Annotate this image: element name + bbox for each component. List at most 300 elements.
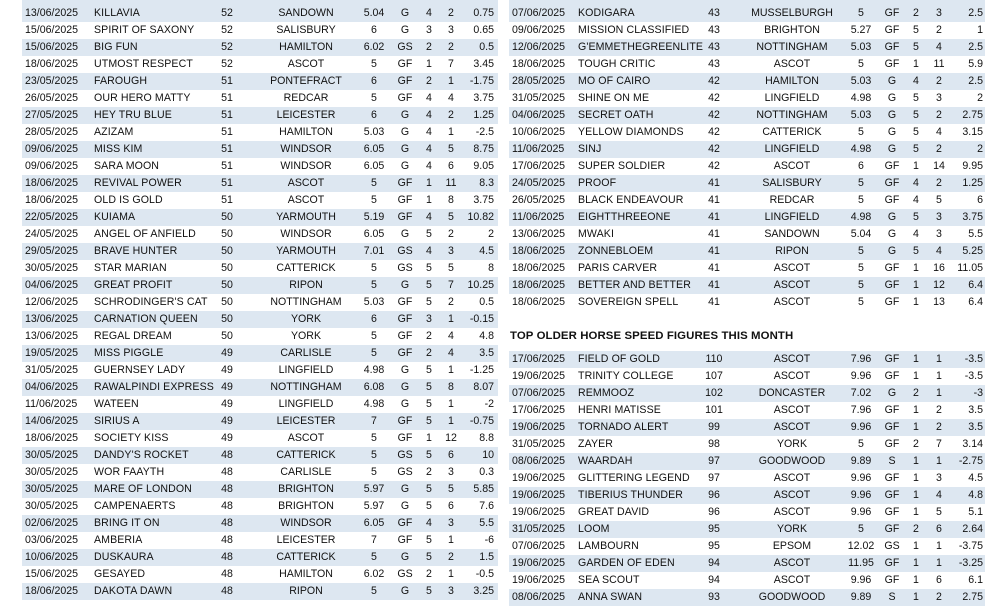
margin-cell: 3.75: [473, 92, 494, 104]
position-cell: 4: [936, 245, 942, 257]
distance-cell: 7.96: [850, 404, 872, 416]
runners-cell: 4: [913, 75, 919, 87]
going-cell: GF: [397, 330, 413, 342]
table-row: [22, 447, 498, 464]
date-cell: 18/06/2025: [25, 177, 79, 189]
date-cell: 18/06/2025: [25, 58, 79, 70]
table-row: [22, 379, 498, 396]
distance-cell: 5.03: [850, 75, 872, 87]
table-row: [509, 226, 985, 243]
going-cell: G: [887, 228, 897, 240]
horse-cell: OUR HERO MATTY: [94, 92, 191, 104]
distance-cell: 5: [371, 194, 377, 206]
table-row: [22, 413, 498, 430]
margin-cell: 0.3: [479, 466, 494, 478]
position-cell: 5: [448, 143, 454, 155]
distance-cell: 5: [371, 466, 377, 478]
table-row: [22, 226, 498, 243]
margin-cell: 5.9: [968, 58, 983, 70]
horse-cell: SUPER SOLDIER: [578, 160, 666, 172]
position-cell: 3: [936, 472, 942, 484]
margin-cell: 1.25: [962, 177, 983, 189]
distance-cell: 5: [371, 449, 377, 461]
figure-cell: 51: [221, 160, 233, 172]
distance-cell: 5: [371, 92, 377, 104]
date-cell: 04/06/2025: [512, 109, 566, 121]
figure-cell: 48: [221, 585, 233, 597]
position-cell: 6: [448, 160, 454, 172]
figure-cell: 50: [221, 296, 233, 308]
figure-cell: 50: [221, 245, 233, 257]
distance-cell: 11.95: [848, 557, 874, 569]
course-cell: NOTTINGHAM: [270, 381, 342, 393]
runners-cell: 1: [913, 574, 919, 586]
runners-cell: 1: [913, 489, 919, 501]
margin-cell: -3.25: [958, 557, 983, 569]
going-cell: GF: [884, 41, 900, 53]
position-cell: 6: [448, 449, 454, 461]
going-cell: G: [887, 126, 897, 138]
figure-cell: 43: [708, 7, 720, 19]
margin-cell: 10.25: [467, 279, 494, 291]
distance-cell: 6: [371, 24, 377, 36]
date-cell: 04/06/2025: [25, 279, 79, 291]
distance-cell: 5: [858, 7, 864, 19]
horse-cell: AMBERIA: [94, 534, 143, 546]
going-cell: GF: [884, 353, 900, 365]
distance-cell: 9.96: [850, 472, 872, 484]
course-cell: NOTTINGHAM: [270, 296, 342, 308]
runners-cell: 5: [426, 398, 432, 410]
going-cell: GF: [397, 415, 413, 427]
table-row: [509, 419, 985, 436]
date-cell: 18/06/2025: [25, 194, 79, 206]
distance-cell: 6: [858, 160, 864, 172]
position-cell: 1: [448, 534, 454, 546]
position-cell: 1: [936, 557, 942, 569]
margin-cell: 2.5: [968, 7, 983, 19]
table-row: [509, 5, 985, 22]
runners-cell: 2: [426, 330, 432, 342]
position-cell: 5: [448, 262, 454, 274]
figure-cell: 43: [708, 41, 720, 53]
margin-cell: 2.75: [962, 591, 983, 603]
distance-cell: 5.03: [363, 126, 385, 138]
distance-cell: 5: [371, 330, 377, 342]
margin-cell: 6.4: [968, 296, 983, 308]
position-cell: 4: [936, 126, 942, 138]
distance-cell: 6: [371, 109, 377, 121]
runners-cell: 5: [426, 534, 432, 546]
runners-cell: 5: [426, 262, 432, 274]
date-cell: 30/05/2025: [25, 449, 79, 461]
margin-cell: 8: [488, 262, 494, 274]
course-cell: YARMOUTH: [276, 245, 336, 257]
going-cell: GF: [884, 506, 900, 518]
margin-cell: 1: [977, 24, 983, 36]
table-row: [22, 158, 498, 175]
figure-cell: 50: [221, 279, 233, 291]
horse-cell: DAKOTA DAWN: [94, 585, 173, 597]
runners-cell: 4: [913, 228, 919, 240]
horse-cell: SHINE ON ME: [578, 92, 650, 104]
table-row: [22, 362, 498, 379]
date-cell: 12/06/2025: [512, 41, 566, 53]
going-cell: GF: [397, 75, 413, 87]
table-row: [509, 22, 985, 39]
date-cell: 19/05/2025: [25, 347, 79, 359]
course-cell: SALISBURY: [276, 24, 336, 36]
horse-cell: DANDY'S ROCKET: [94, 449, 189, 461]
figure-cell: 51: [221, 126, 233, 138]
date-cell: 10/06/2025: [512, 126, 566, 138]
figure-cell: 42: [708, 75, 720, 87]
date-cell: 18/06/2025: [512, 279, 566, 291]
distance-cell: 5.03: [363, 296, 385, 308]
runners-cell: 4: [426, 160, 432, 172]
date-cell: 03/06/2025: [25, 534, 79, 546]
going-cell: G: [400, 585, 410, 597]
position-cell: 11: [445, 177, 457, 189]
figure-cell: 50: [221, 228, 233, 240]
course-cell: ASCOT: [773, 421, 811, 433]
margin-cell: 2: [977, 92, 983, 104]
runners-cell: 1: [913, 296, 919, 308]
position-cell: 2: [936, 143, 942, 155]
figure-cell: 49: [221, 398, 233, 410]
table-row: [22, 5, 498, 22]
margin-cell: 0.75: [473, 7, 494, 19]
margin-cell: -0.15: [469, 313, 494, 325]
section-heading: TOP OLDER HORSE SPEED FIGURES THIS MONTH: [510, 330, 794, 342]
date-cell: 27/05/2025: [25, 109, 79, 121]
horse-cell: GREAT PROFIT: [94, 279, 173, 291]
date-cell: 31/05/2025: [512, 438, 566, 450]
horse-cell: TOUGH CRITIC: [578, 58, 656, 70]
runners-cell: 1: [426, 432, 432, 444]
horse-cell: BRING IT ON: [94, 517, 160, 529]
margin-cell: -0.5: [475, 568, 494, 580]
margin-cell: 4.8: [479, 330, 494, 342]
margin-cell: 2.75: [962, 109, 983, 121]
horse-cell: SARA MOON: [94, 160, 160, 172]
position-cell: 2: [448, 296, 454, 308]
margin-cell: 5.5: [479, 517, 494, 529]
going-cell: GS: [884, 540, 900, 552]
date-cell: 30/05/2025: [25, 262, 79, 274]
position-cell: 1: [936, 540, 942, 552]
table-row: [509, 521, 985, 538]
position-cell: 3: [448, 517, 454, 529]
distance-cell: 6.08: [363, 381, 385, 393]
runners-cell: 4: [913, 177, 919, 189]
figure-cell: 41: [708, 279, 720, 291]
horse-cell: BETTER AND BETTER: [578, 279, 691, 291]
course-cell: WINDSOR: [280, 517, 332, 529]
table-row: [22, 515, 498, 532]
runners-cell: 4: [426, 7, 432, 19]
position-cell: 6: [448, 500, 454, 512]
going-cell: GF: [884, 370, 900, 382]
figure-cell: 48: [221, 551, 233, 563]
distance-cell: 7.01: [363, 245, 385, 257]
figure-cell: 48: [221, 449, 233, 461]
margin-cell: 1.5: [479, 551, 494, 563]
figure-cell: 51: [221, 75, 233, 87]
runners-cell: 1: [913, 370, 919, 382]
course-cell: BRIGHTON: [278, 483, 334, 495]
going-cell: GF: [397, 296, 413, 308]
going-cell: GF: [884, 262, 900, 274]
table-row: [22, 73, 498, 90]
date-cell: 02/06/2025: [25, 517, 79, 529]
position-cell: 1: [448, 364, 454, 376]
course-cell: ASCOT: [773, 279, 811, 291]
figure-cell: 95: [708, 523, 720, 535]
distance-cell: 9.96: [850, 370, 872, 382]
runners-cell: 3: [426, 24, 432, 36]
course-cell: LINGFIELD: [764, 211, 820, 223]
going-cell: GF: [884, 58, 900, 70]
going-cell: G: [887, 75, 897, 87]
margin-cell: 3.25: [473, 585, 494, 597]
going-cell: G: [400, 500, 410, 512]
date-cell: 17/06/2025: [512, 404, 566, 416]
runners-cell: 5: [913, 126, 919, 138]
runners-cell: 5: [426, 551, 432, 563]
figure-cell: 50: [221, 211, 233, 223]
distance-cell: 6: [371, 75, 377, 87]
figure-cell: 110: [705, 353, 723, 365]
course-cell: LINGFIELD: [764, 92, 820, 104]
distance-cell: 5.03: [850, 109, 872, 121]
horse-cell: GUERNSEY LADY: [94, 364, 186, 376]
distance-cell: 9.89: [850, 591, 872, 603]
distance-cell: 4.98: [850, 92, 872, 104]
date-cell: 18/06/2025: [512, 245, 566, 257]
position-cell: 4: [448, 347, 454, 359]
position-cell: 1: [936, 455, 942, 467]
runners-cell: 1: [913, 472, 919, 484]
table-row: [22, 311, 498, 328]
going-cell: GF: [884, 523, 900, 535]
horse-cell: PROOF: [578, 177, 617, 189]
table-row: [509, 351, 985, 368]
horse-cell: G'EMMETHEGREENLITE: [578, 41, 704, 53]
distance-cell: 5.19: [363, 211, 385, 223]
figure-cell: 51: [221, 92, 233, 104]
date-cell: 17/06/2025: [512, 353, 566, 365]
figure-cell: 50: [221, 262, 233, 274]
going-cell: GF: [397, 517, 413, 529]
date-cell: 14/06/2025: [25, 415, 79, 427]
margin-cell: 10.82: [467, 211, 494, 223]
distance-cell: 5.03: [850, 41, 872, 53]
horse-cell: SOVEREIGN SPELL: [578, 296, 679, 308]
runners-cell: 1: [913, 279, 919, 291]
position-cell: 16: [933, 262, 945, 274]
going-cell: G: [400, 398, 410, 410]
position-cell: 1: [448, 126, 454, 138]
date-cell: 09/06/2025: [25, 143, 79, 155]
runners-cell: 4: [426, 92, 432, 104]
going-cell: S: [888, 591, 896, 603]
horse-cell: WOR FAAYTH: [94, 466, 165, 478]
position-cell: 3: [448, 245, 454, 257]
figure-cell: 43: [708, 58, 720, 70]
table-row: [22, 566, 498, 583]
table-row: [509, 260, 985, 277]
runners-cell: 2: [426, 568, 432, 580]
table-row: [22, 498, 498, 515]
position-cell: 2: [936, 177, 942, 189]
distance-cell: 5.27: [850, 24, 872, 36]
date-cell: 13/06/2025: [25, 7, 79, 19]
horse-cell: AZIZAM: [94, 126, 134, 138]
going-cell: GF: [884, 574, 900, 586]
going-cell: GF: [397, 194, 413, 206]
table-row: [22, 481, 498, 498]
runners-cell: 1: [913, 591, 919, 603]
margin-cell: 10: [482, 449, 494, 461]
margin-cell: -2.5: [475, 126, 494, 138]
runners-cell: 5: [913, 143, 919, 155]
figure-cell: 41: [708, 262, 720, 274]
position-cell: 6: [936, 523, 942, 535]
going-cell: GF: [884, 421, 900, 433]
date-cell: 18/06/2025: [25, 585, 79, 597]
course-cell: HAMILTON: [279, 41, 333, 53]
table-row: [22, 345, 498, 362]
margin-cell: 0.65: [473, 24, 494, 36]
horse-cell: ZAYER: [578, 438, 614, 450]
runners-cell: 1: [913, 557, 919, 569]
table-row: [509, 56, 985, 73]
course-cell: LINGFIELD: [764, 143, 820, 155]
distance-cell: 5: [858, 523, 864, 535]
horse-cell: MO OF CAIRO: [578, 75, 651, 87]
going-cell: G: [887, 245, 897, 257]
horse-cell: GREAT DAVID: [578, 506, 650, 518]
horse-cell: REVIVAL POWER: [94, 177, 182, 189]
distance-cell: 7.96: [850, 353, 872, 365]
table-row: [22, 107, 498, 124]
position-cell: 1: [448, 568, 454, 580]
runners-cell: 1: [913, 455, 919, 467]
horse-cell: FAROUGH: [94, 75, 148, 87]
going-cell: G: [400, 7, 410, 19]
course-cell: YORK: [776, 523, 808, 535]
figure-cell: 48: [221, 568, 233, 580]
course-cell: WINDSOR: [280, 228, 332, 240]
distance-cell: 5.04: [850, 228, 872, 240]
figure-cell: 52: [221, 58, 233, 70]
course-cell: YORK: [290, 313, 322, 325]
figure-cell: 49: [221, 381, 233, 393]
runners-cell: 5: [913, 211, 919, 223]
distance-cell: 6.05: [363, 143, 385, 155]
going-cell: S: [888, 455, 896, 467]
going-cell: G: [887, 109, 897, 121]
date-cell: 30/05/2025: [25, 483, 79, 495]
going-cell: G: [400, 160, 410, 172]
runners-cell: 2: [426, 347, 432, 359]
margin-cell: 11.05: [957, 262, 983, 274]
going-cell: GF: [884, 194, 900, 206]
course-cell: PONTEFRACT: [270, 75, 342, 87]
course-cell: RIPON: [289, 585, 323, 597]
table-row: [509, 487, 985, 504]
table-row: [509, 294, 985, 311]
runners-cell: 1: [913, 58, 919, 70]
course-cell: REDCAR: [769, 194, 815, 206]
runners-cell: 5: [426, 296, 432, 308]
course-cell: ASCOT: [287, 177, 325, 189]
date-cell: 15/06/2025: [25, 24, 79, 36]
position-cell: 2: [448, 7, 454, 19]
course-cell: ASCOT: [773, 262, 811, 274]
runners-cell: 2: [426, 41, 432, 53]
table-row: [509, 73, 985, 90]
table-row: [509, 39, 985, 56]
margin-cell: 5.25: [962, 245, 983, 257]
figure-cell: 96: [708, 506, 720, 518]
figure-cell: 49: [221, 347, 233, 359]
distance-cell: 5: [371, 58, 377, 70]
position-cell: 2: [936, 421, 942, 433]
figure-cell: 52: [221, 41, 233, 53]
going-cell: GF: [884, 24, 900, 36]
course-cell: LEICESTER: [276, 415, 336, 427]
margin-cell: 2.64: [962, 523, 983, 535]
figure-cell: 48: [221, 466, 233, 478]
position-cell: 3: [448, 24, 454, 36]
figure-cell: 50: [221, 330, 233, 342]
margin-cell: 2: [488, 228, 494, 240]
figure-cell: 93: [708, 591, 720, 603]
table-row: [22, 209, 498, 226]
margin-cell: 2: [977, 143, 983, 155]
margin-cell: 9.05: [473, 160, 494, 172]
date-cell: 15/06/2025: [25, 568, 79, 580]
table-row: [22, 192, 498, 209]
horse-cell: KILLAVIA: [94, 7, 140, 19]
course-cell: REDCAR: [283, 92, 329, 104]
margin-cell: 1.25: [473, 109, 494, 121]
runners-cell: 5: [426, 228, 432, 240]
horse-cell: SOCIETY KISS: [94, 432, 169, 444]
margin-cell: 2.5: [968, 41, 983, 53]
going-cell: G: [400, 109, 410, 121]
distance-cell: 5: [858, 245, 864, 257]
going-cell: G: [400, 228, 410, 240]
runners-cell: 1: [913, 421, 919, 433]
position-cell: 3: [448, 585, 454, 597]
horse-cell: TRINITY COLLEGE: [578, 370, 674, 382]
horse-cell: SEA SCOUT: [578, 574, 640, 586]
course-cell: ASCOT: [773, 472, 811, 484]
horse-cell: DUSKAURA: [94, 551, 154, 563]
table-row: [22, 583, 498, 600]
distance-cell: 12.02: [847, 540, 875, 552]
margin-cell: -6: [484, 534, 494, 546]
figure-cell: 94: [708, 557, 720, 569]
position-cell: 1: [448, 398, 454, 410]
table-row: [509, 385, 985, 402]
position-cell: 3: [936, 92, 942, 104]
going-cell: G: [400, 364, 410, 376]
figure-cell: 49: [221, 432, 233, 444]
